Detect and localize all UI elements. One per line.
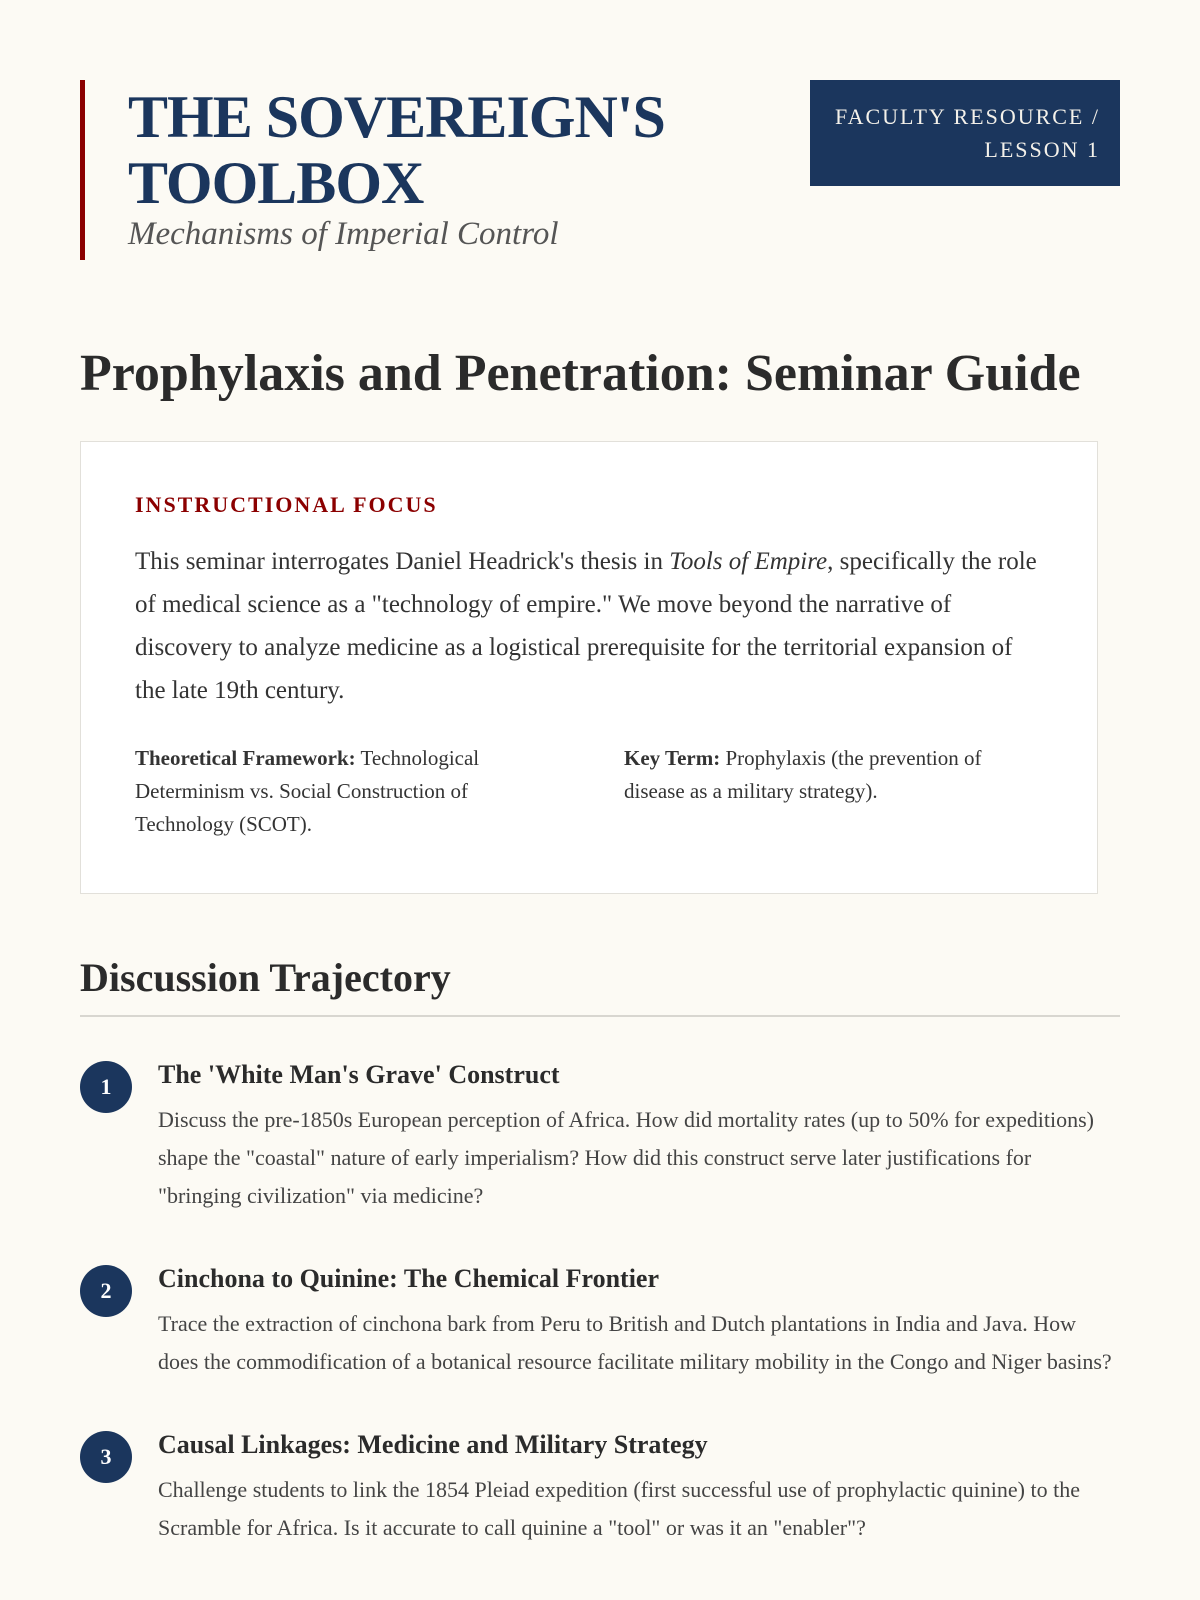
badge-line-1: FACULTY RESOURCE / bbox=[834, 104, 1100, 129]
item-text: Trace the extraction of cinchona bark from Peru to British and Dutch plantations in India and Java. How does the commodification of a botanical resource facilitate military mobility in the Congo and Niger basins? bbox=[158, 1311, 1112, 1374]
item-title: Causal Linkages: Medicine and Military Strategy bbox=[158, 1430, 708, 1459]
focus-text-a: This seminar interrogates Daniel Headrick's thesis in bbox=[135, 548, 670, 575]
focus-details bbox=[135, 742, 1043, 841]
theoretical-framework bbox=[135, 742, 554, 841]
badge-line-2: LESSON 1 bbox=[984, 137, 1100, 162]
focus-text-b: , specifically the role of medical science as a "technology of empire." We move beyond the narrative of discovery to analyze medicine as a logistical prerequisite for the territorial expansion of the late 19th century. bbox=[135, 548, 1037, 704]
section-title: Discussion Trajectory bbox=[80, 954, 1120, 1017]
instructional-focus-card bbox=[80, 441, 1098, 894]
step-number: 3 bbox=[80, 1431, 132, 1483]
framework-label: Theoretical Framework: bbox=[135, 746, 356, 770]
page bbox=[80, 0, 1120, 1547]
list-item bbox=[80, 1057, 1120, 1215]
focus-text bbox=[135, 540, 1043, 712]
list-item bbox=[80, 1427, 1120, 1547]
book-title: Tools of Empire bbox=[669, 548, 828, 575]
step-number: 2 bbox=[80, 1265, 132, 1317]
brand-block bbox=[80, 80, 665, 260]
focus-label: INSTRUCTIONAL FOCUS bbox=[135, 492, 438, 517]
item-title: Cinchona to Quinine: The Chemical Frontier bbox=[158, 1264, 659, 1293]
title-line-1: THE SOVEREIGN'S bbox=[128, 84, 665, 150]
item-text: Challenge students to link the 1854 Pleiad expedition (first successful use of prophylactic quinine) to the Scramble for Africa. Is it accurate to call quinine a "tool" or was it an "enabler"? bbox=[158, 1477, 1080, 1540]
item-text: Discuss the pre-1850s European perception of Africa. How did mortality rates (up to 50% for expeditions) shape the "coastal" nature of early imperialism? How did this construct serve later justifications for "bringing civilization" via medicine? bbox=[158, 1107, 1094, 1208]
site-subtitle: Mechanisms of Imperial Control bbox=[128, 216, 559, 252]
step-number: 1 bbox=[80, 1061, 132, 1113]
header bbox=[80, 80, 1120, 260]
site-title bbox=[128, 84, 665, 216]
key-term-label: Key Term: bbox=[624, 746, 721, 770]
discussion-list bbox=[80, 1057, 1120, 1547]
title-line-2: TOOLBOX bbox=[128, 150, 424, 216]
key-term bbox=[624, 742, 1043, 841]
faculty-resource-badge bbox=[810, 80, 1120, 186]
item-title: The 'White Man's Grave' Construct bbox=[158, 1060, 560, 1089]
page-title: Prophylaxis and Penetration: Seminar Guide bbox=[80, 345, 1081, 402]
list-item bbox=[80, 1261, 1120, 1381]
key-term-text: Prophylaxis (the prevention of disease as a military strategy). bbox=[624, 746, 982, 803]
framework-text: Technological Determinism vs. Social Construction of Technology (SCOT). bbox=[135, 746, 480, 836]
